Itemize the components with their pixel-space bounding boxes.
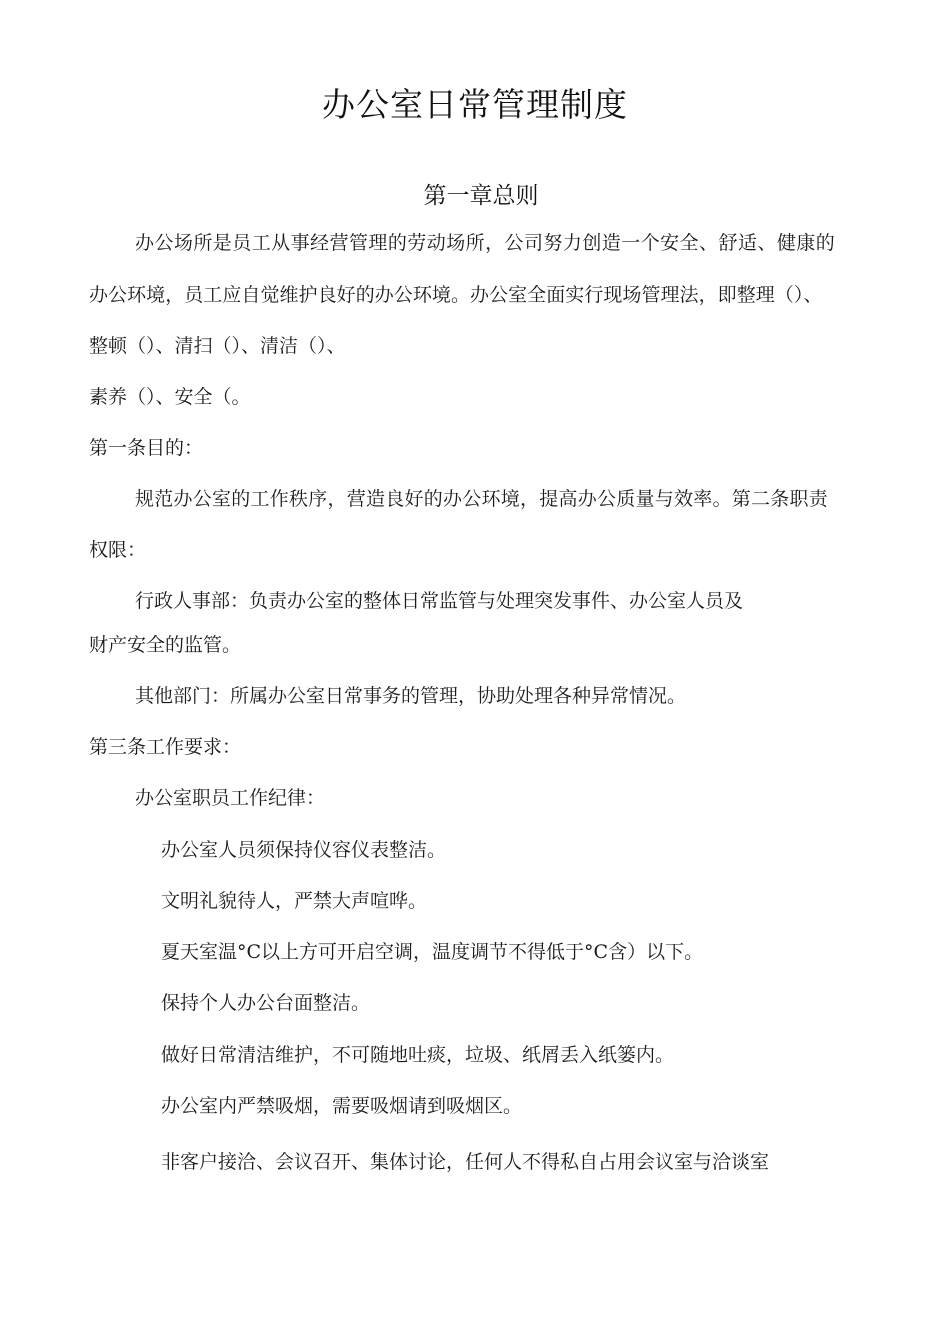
list-item: 非客户接洽、会议召开、集体讨论，任何人不得私自占用会议室与洽谈室 [161,1151,770,1173]
paragraph-line: 行政人事部：负责办公室的整体日常监管与处理突发事件、办公室人员及 [135,590,744,612]
list-item: 夏天室温°C以上方可开启空调，温度调节不得低于°C含）以下。 [161,941,704,963]
paragraph-line: 办公环境，员工应自觉维护良好的办公环境。办公室全面实行现场管理法，即整理（）、 [89,284,823,306]
paragraph-line: 整顿（）、清扫（）、清洁（）、 [89,335,346,357]
list-item: 文明礼貌待人，严禁大声喧哗。 [161,890,428,912]
list-item: 做好日常清洁维护，不可随地吐痰，垃圾、纸屑丢入纸篓内。 [161,1044,675,1066]
list-item: 保持个人办公台面整洁。 [161,992,371,1014]
article-heading: 第一条目的： [89,437,204,459]
list-item: 办公室内严禁吸烟，需要吸烟请到吸烟区。 [161,1095,523,1117]
paragraph-line: 办公室职员工作纪律： [135,787,326,809]
document-title: 办公室日常管理制度 [322,85,628,124]
chapter-heading: 第一章总则 [423,183,539,209]
paragraph-line: 办公场所是员工从事经营管理的劳动场所，公司努力创造一个安全、舒适、健康的 [135,232,836,254]
paragraph-line: 财产安全的监管。 [89,634,242,656]
paragraph-line: 素养（）、安全（。 [89,386,251,408]
paragraph-line: 其他部门：所属办公室日常事务的管理，协助处理各种异常情况。 [135,685,687,707]
list-item: 办公室人员须保持仪容仪表整洁。 [161,839,447,861]
article-heading: 第三条工作要求： [89,736,242,758]
paragraph-line: 权限： [89,539,147,561]
paragraph-line: 规范办公室的工作秩序，营造良好的办公环境，提高办公质量与效率。第二条职责 [135,488,829,510]
